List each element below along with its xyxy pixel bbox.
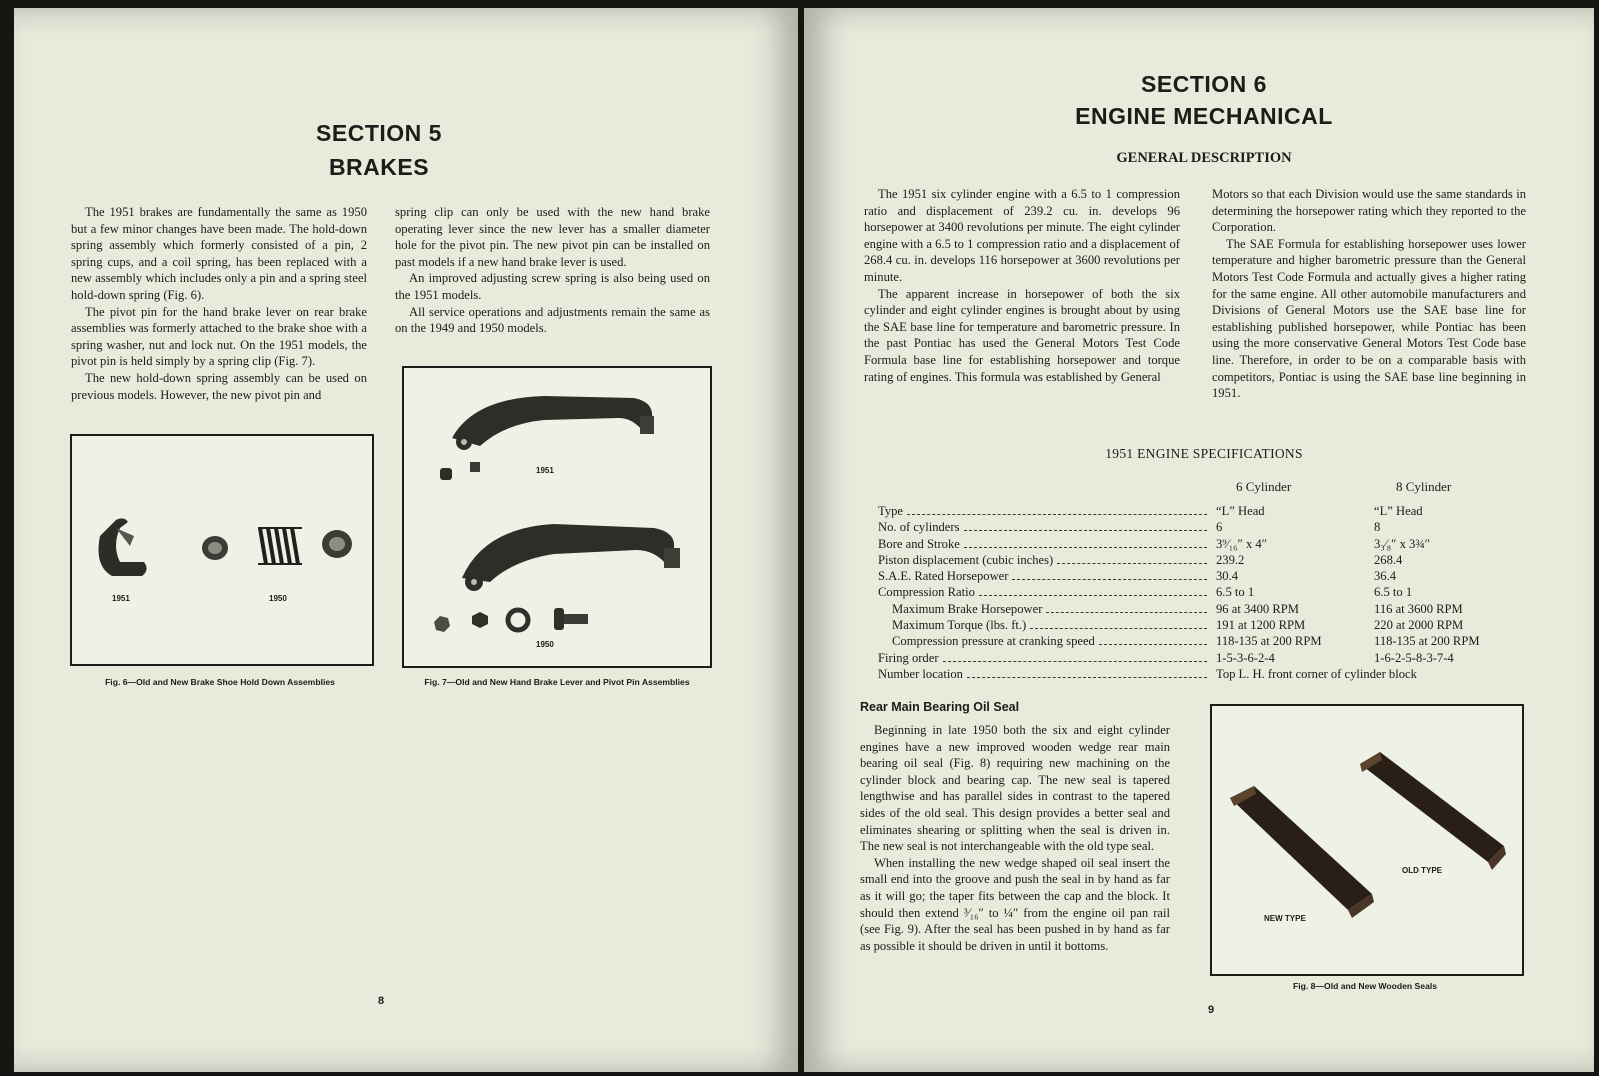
spec-label: Firing order <box>878 650 939 665</box>
spec-value-6-cylinder: Top L. H. front corner of cylinder block <box>1216 666 1417 681</box>
spec-row <box>878 602 1578 618</box>
pivot-pin-icon <box>440 462 480 480</box>
engine-spec-table <box>878 504 1578 683</box>
right-page <box>804 8 1594 1072</box>
spec-value-8-cylinder: 116 at 3600 RPM <box>1374 601 1463 616</box>
spec-value-6-cylinder: 6.5 to 1 <box>1216 585 1255 600</box>
nut-washer-pin-icon <box>434 608 588 632</box>
spec-value-6-cylinder: 191 at 1200 RPM <box>1216 618 1306 633</box>
spec-value-8-cylinder: 1-6-2-5-8-3-7-4 <box>1374 650 1454 665</box>
dot-leader <box>907 514 1207 515</box>
figure-8-label-new: NEW TYPE <box>1264 914 1306 923</box>
spec-label: Compression pressure at cranking speed <box>892 634 1095 649</box>
section-6-title: ENGINE MECHANICAL <box>1075 103 1333 129</box>
dot-leader <box>964 547 1207 548</box>
spec-label: Type <box>878 504 903 518</box>
paragraph: Beginning in late 1950 both the six and eight cylinder engines have a new improved wooden wedge rear main bearing oil seal (Fig. 8) requiring new machining on the cylinder block and bearing cap. The new seal is tapered lengthwise and has parallel sides in contrast to the tapered sides of the old seal. This design provides a better seal and eliminates shearing or splitting when the seal is driven in. The new seal is not interchangeable with the old type seal. <box>860 723 1170 854</box>
brake-lever-1950-icon <box>462 524 680 591</box>
spec-row <box>878 651 1578 667</box>
spec-value-6-cylinder: 96 at 3400 RPM <box>1216 601 1299 616</box>
figure-8-box <box>1210 704 1524 976</box>
paragraph: All service operations and adjustments remain the same as on the 1949 and 1950 models. <box>395 304 710 336</box>
spec-value-6-cylinder: “L” Head <box>1216 504 1265 518</box>
dot-leader <box>1030 628 1207 629</box>
paragraph: Motors so that each Division would use the same standards in determining the horsepower rating which they reported to the Corporation. <box>1212 187 1526 235</box>
general-description-heading: GENERAL DESCRIPTION <box>1116 150 1292 166</box>
spec-value-8-cylinder: 3₃⁄₈″ x 3¾″ <box>1374 536 1431 551</box>
spec-row <box>878 667 1578 683</box>
spec-row <box>878 553 1578 569</box>
figure-6-illustration <box>72 436 372 664</box>
coil-spring-icon <box>258 528 302 564</box>
paragraph: The apparent increase in horsepower of both the six cylinder and eight cylinder engines is brought about by using the SAE base line for temperature and barometric pressure. In the past Pontiac has used the General Motors Test Code Formula base line for establishing horsepower and torque rating of engines. This formula was established by General <box>864 286 1180 384</box>
brake-lever-1951-icon <box>452 396 654 450</box>
spec-value-6-cylinder: 6 <box>1216 520 1223 535</box>
figure-7-box <box>402 366 712 668</box>
page-number-9: 9 <box>1208 1004 1215 1016</box>
spring-cup-icon <box>202 536 228 560</box>
dot-leader <box>967 677 1207 678</box>
spec-row <box>878 537 1578 553</box>
spec-row <box>878 585 1578 601</box>
spec-label: Maximum Brake Horsepower <box>892 601 1043 616</box>
dot-leader <box>964 530 1208 531</box>
spec-table-title: 1951 ENGINE SPECIFICATIONS <box>1105 446 1303 461</box>
spec-row <box>878 520 1578 536</box>
dot-leader <box>1012 579 1207 580</box>
rear-main-seal-text <box>860 722 1170 954</box>
paragraph: When installing the new wedge shaped oil seal insert the small end into the groove and push the seal in by hand as far as it will go; the taper fits between the cap and the block. It should then extend ³⁄₁₆″ to ¼″ from the engine oil pan rail (see Fig. 9). After the seal has been pushed in by hand as far as possible it should be driven in until it bottoms. <box>860 855 1170 953</box>
section-6-number: SECTION 6 <box>1141 71 1267 97</box>
spec-value-8-cylinder: 36.4 <box>1374 569 1397 584</box>
page-number-8: 8 <box>378 995 385 1007</box>
figure-7-illustration <box>404 368 710 666</box>
spec-label: Compression Ratio <box>878 585 975 600</box>
spec-header-8-cylinder: 8 Cylinder <box>1396 479 1452 494</box>
spec-value-6-cylinder: 30.4 <box>1216 569 1239 584</box>
left-page <box>14 8 798 1072</box>
figure-6-label-1950: 1950 <box>269 594 287 603</box>
spec-label: No. of cylinders <box>878 520 960 535</box>
spec-label: Bore and Stroke <box>878 536 960 551</box>
spec-label: S.A.E. Rated Horsepower <box>878 569 1009 584</box>
spec-label: Maximum Torque (lbs. ft.) <box>892 618 1027 633</box>
new-seal-icon <box>1230 786 1374 918</box>
spec-value-8-cylinder: 6.5 to 1 <box>1374 585 1413 600</box>
paragraph: The 1951 brakes are fundamentally the same as 1950 but a few minor changes have been made. The hold-down spring assembly which formerly consisted of a pin, 2 spring cups, and a coil spring, has been replaced with a new assembly which includes only a pin and a spring steel hold-down spring (Fig. 6). <box>71 205 367 302</box>
spec-value-6-cylinder: 239.2 <box>1216 552 1245 567</box>
figure-8-caption: Fig. 8—Old and New Wooden Seals <box>1292 981 1438 991</box>
section-5-number: SECTION 5 <box>316 120 442 146</box>
dot-leader <box>979 595 1207 596</box>
figure-7-caption: Fig. 7—Old and New Hand Brake Lever and Pivot Pin Assemblies <box>424 677 690 687</box>
spec-value-8-cylinder: “L” Head <box>1374 504 1423 518</box>
spec-header-6-cylinder: 6 Cylinder <box>1236 479 1292 494</box>
spec-row <box>878 618 1578 634</box>
left-column-1 <box>71 204 367 403</box>
spring-cup-icon <box>322 530 352 558</box>
spec-label: Piston displacement (cubic inches) <box>878 552 1054 567</box>
paragraph: The 1951 six cylinder engine with a 6.5 to 1 compression ratio and displacement of 239.2 cu. in. develops 96 horsepower at 3400 revolutions per minute. The eight cylinder engine with a 6.5 to 1 compression ratio and a displacement of 268.4 cu. in. develops 116 horsepower at 3600 revolutions per minute. <box>864 187 1180 284</box>
figure-6-caption: Fig. 6—Old and New Brake Shoe Hold Down Assemblies <box>105 677 335 687</box>
spec-value-6-cylinder: 3⁹⁄₁₆″ x 4″ <box>1216 536 1267 551</box>
figure-6-label-1951: 1951 <box>112 594 130 603</box>
spec-value-8-cylinder: 268.4 <box>1374 552 1403 567</box>
figure-7-label-1950: 1950 <box>536 640 554 649</box>
left-column-2 <box>395 204 710 337</box>
spec-label: Number location <box>878 666 963 681</box>
spec-value-6-cylinder: 118-135 at 200 RPM <box>1216 634 1322 649</box>
paragraph: An improved adjusting screw spring is also being used on the 1951 models. <box>395 271 710 302</box>
spec-row <box>878 504 1578 520</box>
dot-leader <box>943 661 1207 662</box>
dot-leader <box>1057 563 1207 564</box>
section-5-title: BRAKES <box>328 154 430 180</box>
paragraph: spring clip can only be used with the new hand brake operating lever since the new lever has a smaller diameter hole for the pivot pin. The new pivot pin can be installed on past models if a new hand brake lever is used. <box>395 205 710 269</box>
paragraph: The new hold-down spring assembly can be used on previous models. However, the new pivot pin and <box>71 370 367 402</box>
spec-value-8-cylinder: 220 at 2000 RPM <box>1374 618 1464 633</box>
paragraph: The pivot pin for the hand brake lever on rear brake assemblies was formerly attached to the brake shoe with a spring washer, nut and lock nut. On the 1951 models, the pivot pin is held simply by a spring clip (Fig. 7). <box>71 304 367 369</box>
spec-value-8-cylinder: 8 <box>1374 520 1381 535</box>
old-seal-icon <box>1360 752 1506 870</box>
figure-7-label-1951: 1951 <box>536 466 554 475</box>
figure-8-label-old: OLD TYPE <box>1402 866 1443 875</box>
spring-clip-icon <box>99 518 147 576</box>
paragraph: The SAE Formula for establishing horsepower uses lower temperature and higher barometric pressure than the General Motors Test Code Formula and actually gives a higher rating for the same engine. All other automobile manufacturers and Divisions of General Motors use the SAE base line for establishing published horsepower, while Pontiac has been using the more conservative General Motors Test Code base line. Therefore, in order to be on a comparable basis with competitors, Pontiac is using the SAE base line beginning in 1951. <box>1212 236 1526 401</box>
figure-8-illustration <box>1212 706 1522 974</box>
spec-row <box>878 634 1578 650</box>
spec-value-8-cylinder: 118-135 at 200 RPM <box>1374 634 1480 649</box>
dot-leader <box>1099 644 1207 645</box>
rear-main-seal-heading: Rear Main Bearing Oil Seal <box>860 700 1020 714</box>
dot-leader <box>1046 612 1207 613</box>
spec-row <box>878 569 1578 585</box>
right-column-2 <box>1212 186 1526 402</box>
spec-value-6-cylinder: 1-5-3-6-2-4 <box>1216 650 1275 665</box>
figure-6-box <box>70 434 374 666</box>
right-column-1 <box>864 186 1180 385</box>
